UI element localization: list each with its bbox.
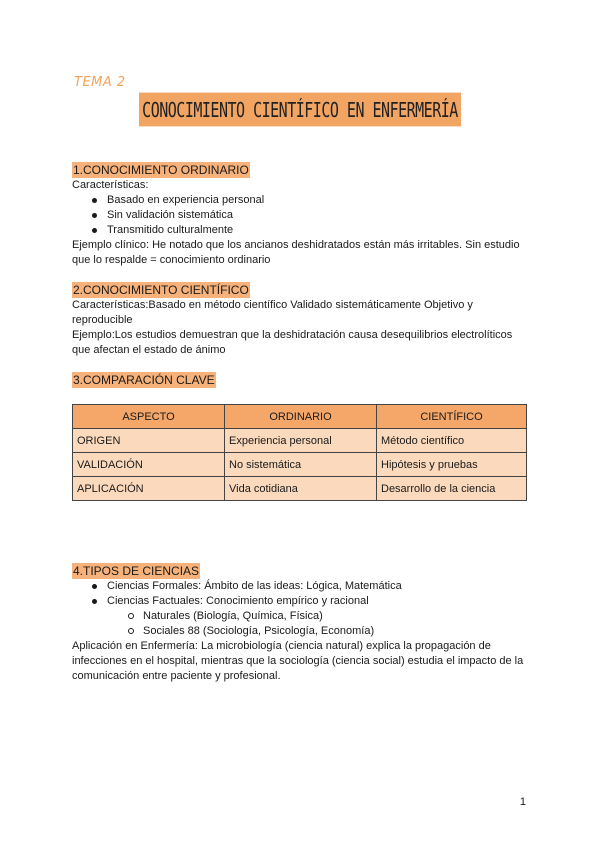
table-header-row <box>73 405 527 429</box>
table-cell: VALIDACIÓN <box>73 453 225 477</box>
section-science-types <box>72 563 532 684</box>
list-item: Ciencias Formales: Ámbito de las ideas: Lógica, Matemática <box>72 579 532 594</box>
section-heading: 4.TIPOS DE CIENCIAS <box>73 564 200 578</box>
example-text: Ejemplo clínico: He notado que los ancianos deshidratados están más irritables. Sin estudio <box>72 239 520 251</box>
table-cell: No sistemática <box>225 453 377 477</box>
science-types-list <box>72 579 532 609</box>
example-text: que lo respalde = conocimiento ordinario <box>72 254 271 266</box>
section-comparison <box>72 372 532 388</box>
table-cell: APLICACIÓN <box>73 477 225 501</box>
paragraph-line: Características:Basado en método científico Validado sistemáticamente Objetivo y <box>72 299 473 311</box>
list-item: Basado en experiencia personal <box>72 193 532 208</box>
page-number: 1 <box>519 796 526 808</box>
table-cell: Experiencia personal <box>225 429 377 453</box>
section-heading: 3.COMPARACIÓN CLAVE <box>73 373 215 387</box>
section-scientific-knowledge <box>72 282 532 358</box>
table-cell: Hipótesis y pruebas <box>377 453 527 477</box>
list-item: Sin validación sistemática <box>72 208 532 223</box>
table-cell: Método científico <box>377 429 527 453</box>
column-header: ORDINARIO <box>225 405 377 429</box>
list-item: Sociales 88 (Sociología, Psicología, Economía) <box>72 624 532 639</box>
application-text: infecciones en el hospital, mientras que la sociología (ciencia social) estudia el impacto de la <box>72 655 524 667</box>
paragraph-line: Ejemplo:Los estudios demuestran que la deshidratación causa desequilibrios electrolíticos <box>72 329 513 341</box>
list-item: Transmitido culturalmente <box>72 223 532 238</box>
factual-sciences-sublist <box>72 609 532 639</box>
section-heading: 2.CONOCIMIENTO CIENTÍFICO <box>73 283 249 297</box>
characteristics-list <box>72 193 532 238</box>
page-title: CONOCIMIENTO CIENTÍFICO EN ENFERMERÍA <box>139 93 461 127</box>
section-ordinary-knowledge <box>72 162 532 268</box>
topic-label: TEMA 2 <box>74 75 126 90</box>
table-cell: Desarrollo de la ciencia <box>377 477 527 501</box>
paragraph-line: que afectan el estado de ánimo <box>72 344 226 356</box>
column-header: CIENTÍFICO <box>377 405 527 429</box>
table-row <box>73 429 527 453</box>
comparison-table <box>72 404 527 501</box>
table-row <box>73 453 527 477</box>
application-text: Aplicación en Enfermería: La microbiología (ciencia natural) explica la propagación de <box>72 640 491 652</box>
column-header: ASPECTO <box>73 405 225 429</box>
section-heading: 1.CONOCIMIENTO ORDINARIO <box>73 163 249 177</box>
application-text: comunicación entre paciente y profesional. <box>72 670 281 682</box>
list-item: Ciencias Factuales: Conocimiento empírico y racional <box>72 594 532 609</box>
characteristics-label: Características: <box>72 179 149 191</box>
table-row <box>73 477 527 501</box>
title-wrapper <box>0 97 600 122</box>
list-item: Naturales (Biología, Química, Física) <box>72 609 532 624</box>
table-cell: ORIGEN <box>73 429 225 453</box>
table-cell: Vida cotidiana <box>225 477 377 501</box>
paragraph-line: reproducible <box>72 314 133 326</box>
